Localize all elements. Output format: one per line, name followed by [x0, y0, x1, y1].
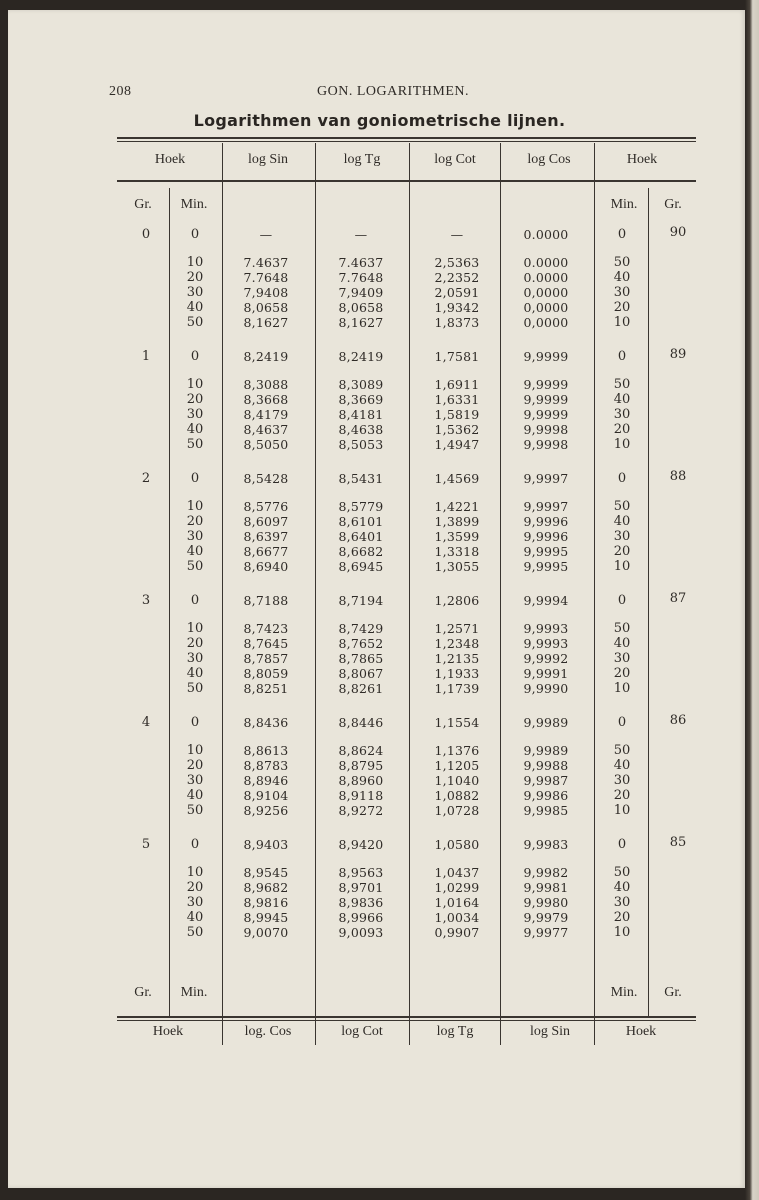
running-title: GON. LOGARITHMEN.: [317, 84, 469, 99]
log-tg-cell: 8,9272: [338, 803, 384, 818]
minute-cell: 40: [186, 300, 204, 315]
log-sin-cell: 7,9408: [243, 285, 289, 300]
log-cos-cell: 0.0000: [523, 255, 569, 270]
log-tg-cell: 8,8960: [338, 773, 384, 788]
log-cos-cell: 9,9981: [523, 880, 569, 895]
table-title: Logarithmen van goniometrische lijnen.: [193, 111, 566, 130]
minute-cell: 20: [186, 880, 204, 895]
log-sin-cell: 8,7857: [243, 651, 289, 666]
log-cot-cell: 2,5363: [434, 255, 480, 270]
log-cos-cell: 9,9983: [523, 837, 569, 852]
minute-right-cell: 0: [617, 837, 627, 852]
log-sin-cell: 7.7648: [243, 270, 289, 285]
log-cot-cell: 1,2135: [434, 651, 480, 666]
log-cot-cell: 1,0034: [434, 910, 480, 925]
rule-top-thin: [117, 141, 696, 142]
log-tg-cell: 8,4638: [338, 422, 384, 437]
minute-right-cell: 10: [613, 681, 631, 696]
degree-cell: 3: [141, 593, 151, 608]
minute-cell: 20: [186, 514, 204, 529]
minute-right-cell: 0: [617, 349, 627, 364]
log-cos-cell: 9,9996: [523, 514, 569, 529]
minute-cell: 10: [186, 255, 204, 270]
log-cos-cell: 9,9999: [523, 349, 569, 364]
log-cot-cell: 1,0164: [434, 895, 480, 910]
log-tg-cell: 9,0093: [338, 925, 384, 940]
minute-cell: 40: [186, 666, 204, 681]
minute-right-cell: 20: [613, 300, 631, 315]
minute-right-cell: 50: [613, 865, 631, 880]
minute-right-cell: 50: [613, 621, 631, 636]
log-cos-cell: 9,9999: [523, 392, 569, 407]
column-header: log Sin: [247, 152, 289, 167]
log-sin-cell: 8,8251: [243, 681, 289, 696]
log-cot-cell: 1,3055: [434, 559, 480, 574]
log-cot-cell: 1,0299: [434, 880, 480, 895]
log-cos-cell: 9,9986: [523, 788, 569, 803]
minute-cell: 0: [190, 349, 200, 364]
minute-cell: 10: [186, 743, 204, 758]
log-tg-cell: —: [354, 227, 368, 242]
minute-cell: 30: [186, 895, 204, 910]
page-number: 208: [109, 84, 132, 99]
log-cot-cell: 0,9907: [434, 925, 480, 940]
log-cot-cell: 1,1205: [434, 758, 480, 773]
log-sin-cell: 8,9945: [243, 910, 289, 925]
minute-right-cell: 40: [613, 270, 631, 285]
degree-cell: 0: [141, 227, 151, 242]
column-footer: log Tg: [436, 1024, 474, 1039]
log-cot-cell: 1,3599: [434, 529, 480, 544]
log-sin-cell: 8,6677: [243, 544, 289, 559]
log-cot-cell: 1,0882: [434, 788, 480, 803]
log-cot-cell: 1,1933: [434, 666, 480, 681]
minute-cell: 10: [186, 499, 204, 514]
minute-right-cell: 50: [613, 255, 631, 270]
log-cos-cell: 9,9999: [523, 377, 569, 392]
log-sin-cell: 8,8946: [243, 773, 289, 788]
column-footer: log. Cos: [244, 1024, 292, 1039]
minute-right-cell: 0: [617, 715, 627, 730]
minute-right-cell: 50: [613, 499, 631, 514]
degree-cell: 1: [141, 349, 151, 364]
log-tg-cell: 8,5431: [338, 471, 384, 486]
minute-cell: 0: [190, 471, 200, 486]
log-cos-cell: 9,9996: [523, 529, 569, 544]
log-cos-cell: 0,0000: [523, 300, 569, 315]
column-subheader: Gr.: [134, 197, 152, 212]
degree-right-cell: 85: [669, 835, 687, 850]
column-footer: Hoek: [152, 1024, 184, 1039]
log-cos-cell: 9,9990: [523, 681, 569, 696]
minute-right-cell: 10: [613, 803, 631, 818]
minute-cell: 20: [186, 270, 204, 285]
degree-right-cell: 86: [669, 713, 687, 728]
minute-right-cell: 30: [613, 529, 631, 544]
column-footer: log Cot: [341, 1024, 383, 1039]
log-sin-cell: 8,8783: [243, 758, 289, 773]
log-sin-cell: 8,7423: [243, 621, 289, 636]
log-cot-cell: 1,5362: [434, 422, 480, 437]
log-sin-cell: 8,8059: [243, 666, 289, 681]
log-tg-cell: 8,3089: [338, 377, 384, 392]
minute-cell: 50: [186, 437, 204, 452]
log-sin-cell: 8,4179: [243, 407, 289, 422]
log-sin-cell: 8,5776: [243, 499, 289, 514]
log-tg-cell: 8,6101: [338, 514, 384, 529]
log-tg-cell: 8,3669: [338, 392, 384, 407]
log-cot-cell: 1,4569: [434, 471, 480, 486]
log-cot-cell: 1,1040: [434, 773, 480, 788]
log-sin-cell: 7.4637: [243, 255, 289, 270]
log-cos-cell: 9,9994: [523, 593, 569, 608]
log-sin-cell: 8,1627: [243, 315, 289, 330]
column-subfooter: Min.: [610, 985, 638, 1000]
column-subheader: Min.: [610, 197, 638, 212]
log-cos-cell: 9,9991: [523, 666, 569, 681]
minute-cell: 30: [186, 529, 204, 544]
column-rule: [409, 143, 410, 1045]
log-tg-cell: 8,2419: [338, 349, 384, 364]
log-cot-cell: 1,1554: [434, 715, 480, 730]
column-rule: [315, 143, 316, 1045]
log-tg-cell: 7,9409: [338, 285, 384, 300]
degree-right-cell: 88: [669, 469, 687, 484]
log-sin-cell: 8,9545: [243, 865, 289, 880]
column-header: log Cot: [434, 152, 476, 167]
column-subheader: Min.: [180, 197, 208, 212]
minute-cell: 10: [186, 377, 204, 392]
column-rule: [500, 143, 501, 1045]
log-cos-cell: 9,9995: [523, 544, 569, 559]
log-tg-cell: 8,0658: [338, 300, 384, 315]
log-cos-cell: 9,9985: [523, 803, 569, 818]
minute-right-cell: 30: [613, 773, 631, 788]
rule-bottom-thin: [117, 1020, 696, 1021]
log-sin-cell: 8,0658: [243, 300, 289, 315]
log-cos-cell: 0.0000: [523, 270, 569, 285]
log-cos-cell: 9,9992: [523, 651, 569, 666]
minute-right-cell: 0: [617, 593, 627, 608]
degree-cell: 4: [141, 715, 151, 730]
column-subfooter: Gr.: [134, 985, 152, 1000]
minute-cell: 50: [186, 925, 204, 940]
log-tg-cell: 8,6945: [338, 559, 384, 574]
minute-cell: 0: [190, 715, 200, 730]
log-cot-cell: 1,1739: [434, 681, 480, 696]
minute-right-cell: 30: [613, 651, 631, 666]
minute-cell: 40: [186, 544, 204, 559]
log-cos-cell: 9,9989: [523, 715, 569, 730]
log-sin-cell: 8,9403: [243, 837, 289, 852]
minute-cell: 50: [186, 559, 204, 574]
minute-right-cell: 10: [613, 925, 631, 940]
minute-right-cell: 10: [613, 559, 631, 574]
minute-right-cell: 0: [617, 227, 627, 242]
log-tg-cell: 8,1627: [338, 315, 384, 330]
minute-right-cell: 20: [613, 910, 631, 925]
column-footer: log Sin: [529, 1024, 571, 1039]
log-cot-cell: 1,2571: [434, 621, 480, 636]
degree-right-cell: 87: [669, 591, 687, 606]
log-sin-cell: 8,5428: [243, 471, 289, 486]
log-cos-cell: 9,9999: [523, 407, 569, 422]
minute-right-cell: 20: [613, 788, 631, 803]
minute-cell: 50: [186, 681, 204, 696]
minute-cell: 40: [186, 910, 204, 925]
minute-right-cell: 30: [613, 895, 631, 910]
minute-right-cell: 20: [613, 422, 631, 437]
log-sin-cell: 8,3088: [243, 377, 289, 392]
log-sin-cell: 8,8436: [243, 715, 289, 730]
minute-right-cell: 40: [613, 880, 631, 895]
minute-cell: 40: [186, 422, 204, 437]
log-cot-cell: 1,6331: [434, 392, 480, 407]
minute-cell: 50: [186, 803, 204, 818]
log-cos-cell: 9,9988: [523, 758, 569, 773]
log-cot-cell: 1,0437: [434, 865, 480, 880]
column-header: log Tg: [343, 152, 381, 167]
column-header: Hoek: [626, 152, 658, 167]
minute-cell: 30: [186, 407, 204, 422]
log-cot-cell: 1,8373: [434, 315, 480, 330]
book-spine: [745, 0, 759, 1200]
log-sin-cell: 8,9682: [243, 880, 289, 895]
log-cot-cell: 1,2806: [434, 593, 480, 608]
log-sin-cell: 8,8613: [243, 743, 289, 758]
log-tg-cell: 8,8446: [338, 715, 384, 730]
log-tg-cell: 7.4637: [338, 255, 384, 270]
log-cot-cell: 1,0728: [434, 803, 480, 818]
log-cos-cell: 9,9998: [523, 437, 569, 452]
log-cot-cell: 1,1376: [434, 743, 480, 758]
log-tg-cell: 8,8261: [338, 681, 384, 696]
log-tg-cell: 8,5053: [338, 437, 384, 452]
log-cot-cell: 1,9342: [434, 300, 480, 315]
minute-cell: 10: [186, 865, 204, 880]
log-cot-cell: 1,0580: [434, 837, 480, 852]
log-cot-cell: 2,0591: [434, 285, 480, 300]
minute-cell: 40: [186, 788, 204, 803]
minute-cell: 20: [186, 392, 204, 407]
minute-cell: 20: [186, 636, 204, 651]
log-tg-cell: 8,5779: [338, 499, 384, 514]
log-sin-cell: 8,6940: [243, 559, 289, 574]
log-cot-cell: 1,3318: [434, 544, 480, 559]
log-sin-cell: 8,9256: [243, 803, 289, 818]
log-cos-cell: 9,9997: [523, 471, 569, 486]
minute-right-cell: 20: [613, 666, 631, 681]
log-tg-cell: 8,9563: [338, 865, 384, 880]
log-cos-cell: 0.0000: [523, 227, 569, 242]
log-tg-cell: 8,7865: [338, 651, 384, 666]
degree-right-cell: 89: [669, 347, 687, 362]
minute-right-cell: 50: [613, 743, 631, 758]
log-tg-cell: 8,6682: [338, 544, 384, 559]
log-tg-cell: 8,7429: [338, 621, 384, 636]
log-cot-cell: 1,5819: [434, 407, 480, 422]
column-footer: Hoek: [625, 1024, 657, 1039]
rule-header-bottom: [117, 180, 696, 182]
log-cos-cell: 9,9995: [523, 559, 569, 574]
log-cot-cell: 1,4947: [434, 437, 480, 452]
rule-bottom-thick: [117, 1016, 696, 1018]
minute-cell: 0: [190, 837, 200, 852]
log-sin-cell: 8,7188: [243, 593, 289, 608]
column-subfooter: Gr.: [664, 985, 682, 1000]
minute-cell: 0: [190, 593, 200, 608]
log-sin-cell: 8,3668: [243, 392, 289, 407]
minute-cell: 10: [186, 621, 204, 636]
column-subfooter: Min.: [180, 985, 208, 1000]
minute-right-cell: 40: [613, 758, 631, 773]
log-cos-cell: 9,9998: [523, 422, 569, 437]
minute-cell: 30: [186, 651, 204, 666]
log-tg-cell: 8,8624: [338, 743, 384, 758]
log-cos-cell: 9,9979: [523, 910, 569, 925]
minute-cell: 50: [186, 315, 204, 330]
log-tg-cell: 8,9420: [338, 837, 384, 852]
rule-top-thick: [117, 137, 696, 139]
log-sin-cell: 8,6097: [243, 514, 289, 529]
log-sin-cell: 8,9104: [243, 788, 289, 803]
minute-cell: 30: [186, 773, 204, 788]
log-tg-cell: 8,4181: [338, 407, 384, 422]
log-tg-cell: 8,9118: [338, 788, 384, 803]
log-sin-cell: 8,6397: [243, 529, 289, 544]
minute-cell: 20: [186, 758, 204, 773]
column-header: log Cos: [527, 152, 571, 167]
log-cos-cell: 9,9980: [523, 895, 569, 910]
log-cos-cell: 9,9982: [523, 865, 569, 880]
log-cot-cell: 2,2352: [434, 270, 480, 285]
log-tg-cell: 8,7194: [338, 593, 384, 608]
log-cot-cell: 1,6911: [434, 377, 480, 392]
minute-right-cell: 40: [613, 514, 631, 529]
log-tg-cell: 8,7652: [338, 636, 384, 651]
log-cos-cell: 9,9977: [523, 925, 569, 940]
log-sin-cell: 8,9816: [243, 895, 289, 910]
minute-right-cell: 0: [617, 471, 627, 486]
minute-right-cell: 40: [613, 636, 631, 651]
minute-cell: 0: [190, 227, 200, 242]
log-cos-cell: 9,9997: [523, 499, 569, 514]
log-sin-cell: 8,5050: [243, 437, 289, 452]
log-cot-cell: —: [450, 227, 464, 242]
log-sin-cell: —: [259, 227, 273, 242]
log-cot-cell: 1,7581: [434, 349, 480, 364]
log-cos-cell: 0,0000: [523, 315, 569, 330]
log-tg-cell: 7.7648: [338, 270, 384, 285]
log-cos-cell: 9,9993: [523, 636, 569, 651]
log-cos-cell: 9,9993: [523, 621, 569, 636]
column-subheader: Gr.: [664, 197, 682, 212]
log-cot-cell: 1,3899: [434, 514, 480, 529]
log-cos-cell: 9,9987: [523, 773, 569, 788]
minute-right-cell: 20: [613, 544, 631, 559]
log-tg-cell: 8,6401: [338, 529, 384, 544]
column-header: Hoek: [154, 152, 186, 167]
log-tg-cell: 8,8067: [338, 666, 384, 681]
log-sin-cell: 8,7645: [243, 636, 289, 651]
log-tg-cell: 8,9836: [338, 895, 384, 910]
minute-right-cell: 10: [613, 315, 631, 330]
degree-cell: 5: [141, 837, 151, 852]
minute-right-cell: 30: [613, 407, 631, 422]
log-tg-cell: 8,9966: [338, 910, 384, 925]
log-tg-cell: 8,9701: [338, 880, 384, 895]
degree-right-cell: 90: [669, 225, 687, 240]
minute-right-cell: 10: [613, 437, 631, 452]
minute-right-cell: 40: [613, 392, 631, 407]
log-sin-cell: 9,0070: [243, 925, 289, 940]
minute-right-cell: 50: [613, 377, 631, 392]
log-sin-cell: 8,4637: [243, 422, 289, 437]
log-cos-cell: 0,0000: [523, 285, 569, 300]
degree-cell: 2: [141, 471, 151, 486]
log-cot-cell: 1,2348: [434, 636, 480, 651]
minute-right-cell: 30: [613, 285, 631, 300]
minute-cell: 30: [186, 285, 204, 300]
log-tg-cell: 8,8795: [338, 758, 384, 773]
log-cos-cell: 9,9989: [523, 743, 569, 758]
log-cot-cell: 1,4221: [434, 499, 480, 514]
log-sin-cell: 8,2419: [243, 349, 289, 364]
